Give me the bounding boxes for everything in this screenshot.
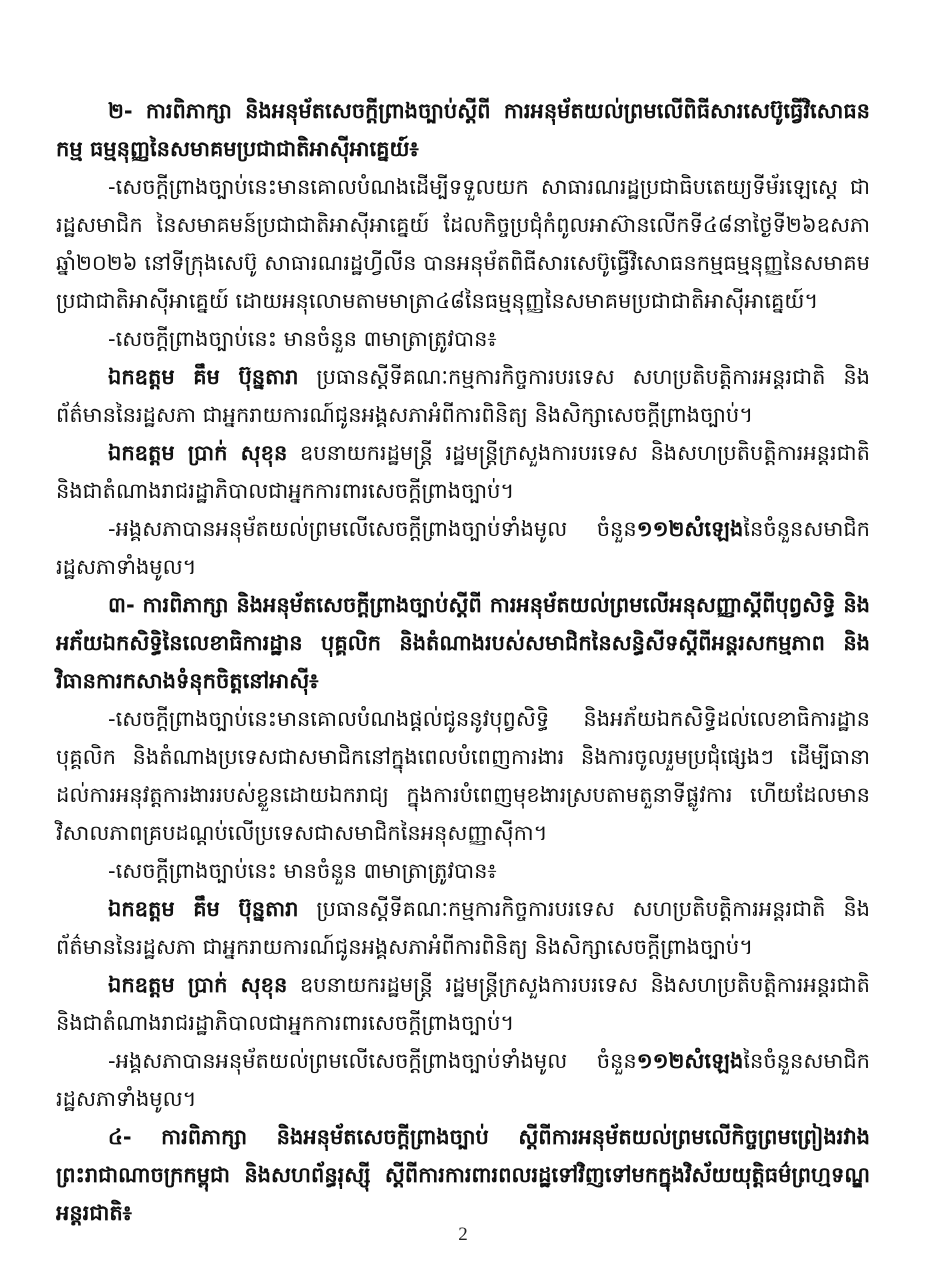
section-2-purpose: -សេចក្តីព្រាងច្បាប់នេះមានគោលបំណងដើម្បីទទួលយក សាធារណរដ្ឋប្រជាធិបតេយ្យទីម័រឡេស្តេ ជារដ្ឋសមាជិក នៃសមាគមន៍ប្រជាជាតិអាស៊ីអាគ្នេយ៍ ដែលកិច្ចប្រជុំកំពូលអាស៊ានលើកទី៤៨នាថ្ងៃទី២៦ឧសភា ឆ្នាំ២០២៦ នៅទីក្រុងសេប៊ូ សាធារណរដ្ឋហ្វីលីន បានអនុម័តពិធីសារសេប៊ូធ្វើវិសោធនកម្មធម្មនុញ្ញនៃសមាគមប្រជាជាតិអាស៊ីអាគ្នេយ៍ ដោយអនុលោមតាមមាត្រា៤៨នៃធម្មនុញ្ញនៃសមាគមប្រជាជាតិអាស៊ីអាគ្នេយ៍។	[56, 175, 870, 313]
section-2-vote	[56, 510, 870, 586]
defender-name: ឯកឧត្តម ប្រាក់ សុខុន	[108, 441, 288, 465]
vote-text: -អង្គសភាបានអនុម័តយល់ព្រមលើសេចក្តីព្រាងច្បាប់ទាំងមូល ចំនួន	[108, 517, 637, 541]
section-2-rapporteur	[56, 358, 870, 434]
vote-count: ១១២សំឡេង	[636, 517, 744, 541]
section-2-articles: -សេចក្តីព្រាងច្បាប់នេះ មានចំនួន ៣មាត្រាត្រូវបាន៖	[108, 327, 497, 351]
section-2-heading: ២- ការពិភាក្សា និងអនុម័តសេចក្តីព្រាងច្បាប់ស្តីពី ការអនុម័តយល់ព្រមលើពិធីសារសេប៊ូធ្វើវិសោធនកម្ម ធម្មនុញ្ញនៃសមាគមប្រជាជាតិអាស៊ីអាគ្នេយ៍៖	[56, 99, 870, 161]
vote-count: ១១២សំឡេង	[636, 1049, 744, 1073]
section-3-heading: ៣- ការពិភាក្សា និងអនុម័តសេចក្តីព្រាងច្បាប់ស្តីពី ការអនុម័តយល់ព្រមលើអនុសញ្ញាស្តីពីបុព្វសិទ្ធិ និងអភ័យឯកសិទ្ធិនៃលេខាធិការដ្ឋាន បុគ្គលិក និងតំណាងរបស់សមាជិកនៃសន្ធិសីទស្តីពីអន្តរសកម្មភាព និងវិធានការកសាងទំនុកចិត្តនៅអាស៊ី៖	[56, 593, 870, 693]
rapporteur-name: ឯកឧត្តម គឹម ប៊ុន្នតារា	[108, 365, 299, 389]
page-number: 2	[458, 1224, 468, 1245]
vote-text: -អង្គសភាបានអនុម័តយល់ព្រមលើសេចក្តីព្រាងច្បាប់ទាំងមូល ចំនួន	[108, 1049, 637, 1073]
section-2-defender	[56, 434, 870, 510]
rapporteur-role: ប្រធានស្តីទីគណៈកម្មការកិច្ចការបរទេស សហប្រតិបត្តិការអន្តរជាតិ និងព័ត៌មាននៃរដ្ឋសភា ជាអ្នករាយការណ៍ជូនអង្គសភាអំពីការពិនិត្យ និងសិក្សាសេចក្តីព្រាងច្បាប់។	[56, 897, 871, 959]
rapporteur-name: ឯកឧត្តម គឹម ប៊ុន្នតារា	[108, 897, 299, 921]
section-4-heading: ៤- ការពិភាក្សា និងអនុម័តសេចក្តីព្រាងច្បាប់ ស្តីពីការអនុម័តយល់ព្រមលើកិច្ចព្រមព្រៀងរវាងព្រះរាជាណាចក្រកម្ពុជា និងសហព័ន្ធរុស្ស៊ី ស្តីពីការការពារពលរដ្ឋទៅវិញទៅមកក្នុងវិស័យយុត្តិធម៌ព្រហ្មទណ្ឌ អន្តរជាតិ៖	[56, 1125, 870, 1225]
document-body	[56, 92, 870, 1232]
defender-name: ឯកឧត្តម ប្រាក់ សុខុន	[108, 973, 288, 997]
defender-role: ឧបនាយករដ្ឋមន្ត្រី រដ្ឋមន្ត្រីក្រសួងការបរទេស និងសហប្រតិបត្តិការអន្តរជាតិ និងជាតំណាងរាជរដ្ឋាភិបាលជាអ្នកការពារសេចក្តីព្រាងច្បាប់។	[56, 973, 870, 1035]
defender-role: ឧបនាយករដ្ឋមន្ត្រី រដ្ឋមន្ត្រីក្រសួងការបរទេស និងសហប្រតិបត្តិការអន្តរជាតិ និងជាតំណាងរាជរដ្ឋាភិបាលជាអ្នកការពារសេចក្តីព្រាងច្បាប់។	[56, 441, 870, 503]
section-3-defender	[56, 966, 870, 1042]
vote-text-end: នៃចំនួនសមាជិករដ្ឋសភាទាំងមូល។	[56, 1049, 870, 1111]
rapporteur-role: ប្រធានស្តីទីគណៈកម្មការកិច្ចការបរទេស សហប្រតិបត្តិការអន្តរជាតិ និងព័ត៌មាននៃរដ្ឋសភា ជាអ្នករាយការណ៍ជូនអង្គសភាអំពីការពិនិត្យ និងសិក្សាសេចក្តីព្រាងច្បាប់។	[56, 365, 871, 427]
section-3-vote	[56, 1042, 870, 1118]
section-3-articles: -សេចក្តីព្រាងច្បាប់នេះ មានចំនួន ៣មាត្រាត្រូវបាន៖	[108, 859, 497, 883]
section-3-purpose: -សេចក្តីព្រាងច្បាប់នេះមានគោលបំណងផ្តល់ជូននូវបុព្វសិទ្ធិ និងអភ័យឯកសិទ្ធិដល់លេខាធិការដ្ឋាន បុគ្គលិក និងតំណាងប្រទេសជាសមាជិកនៅក្នុងពេលបំពេញការងារ និងការចូលរួមប្រជុំផ្សេងៗ ដើម្បីធានាដល់ការអនុវត្តការងាររបស់ខ្លួនដោយឯករាជ្យ ក្នុងការបំពេញមុខងារស្របតាមតួនាទីផ្លូវការ ហើយដែលមានវិសាលភាពគ្របដណ្តប់លើប្រទេសជាសមាជិកនៃអនុសញ្ញាស៊ីកា។	[56, 707, 870, 845]
vote-text-end: នៃចំនួនសមាជិករដ្ឋសភាទាំងមូល។	[56, 517, 870, 579]
section-3-rapporteur	[56, 890, 870, 966]
